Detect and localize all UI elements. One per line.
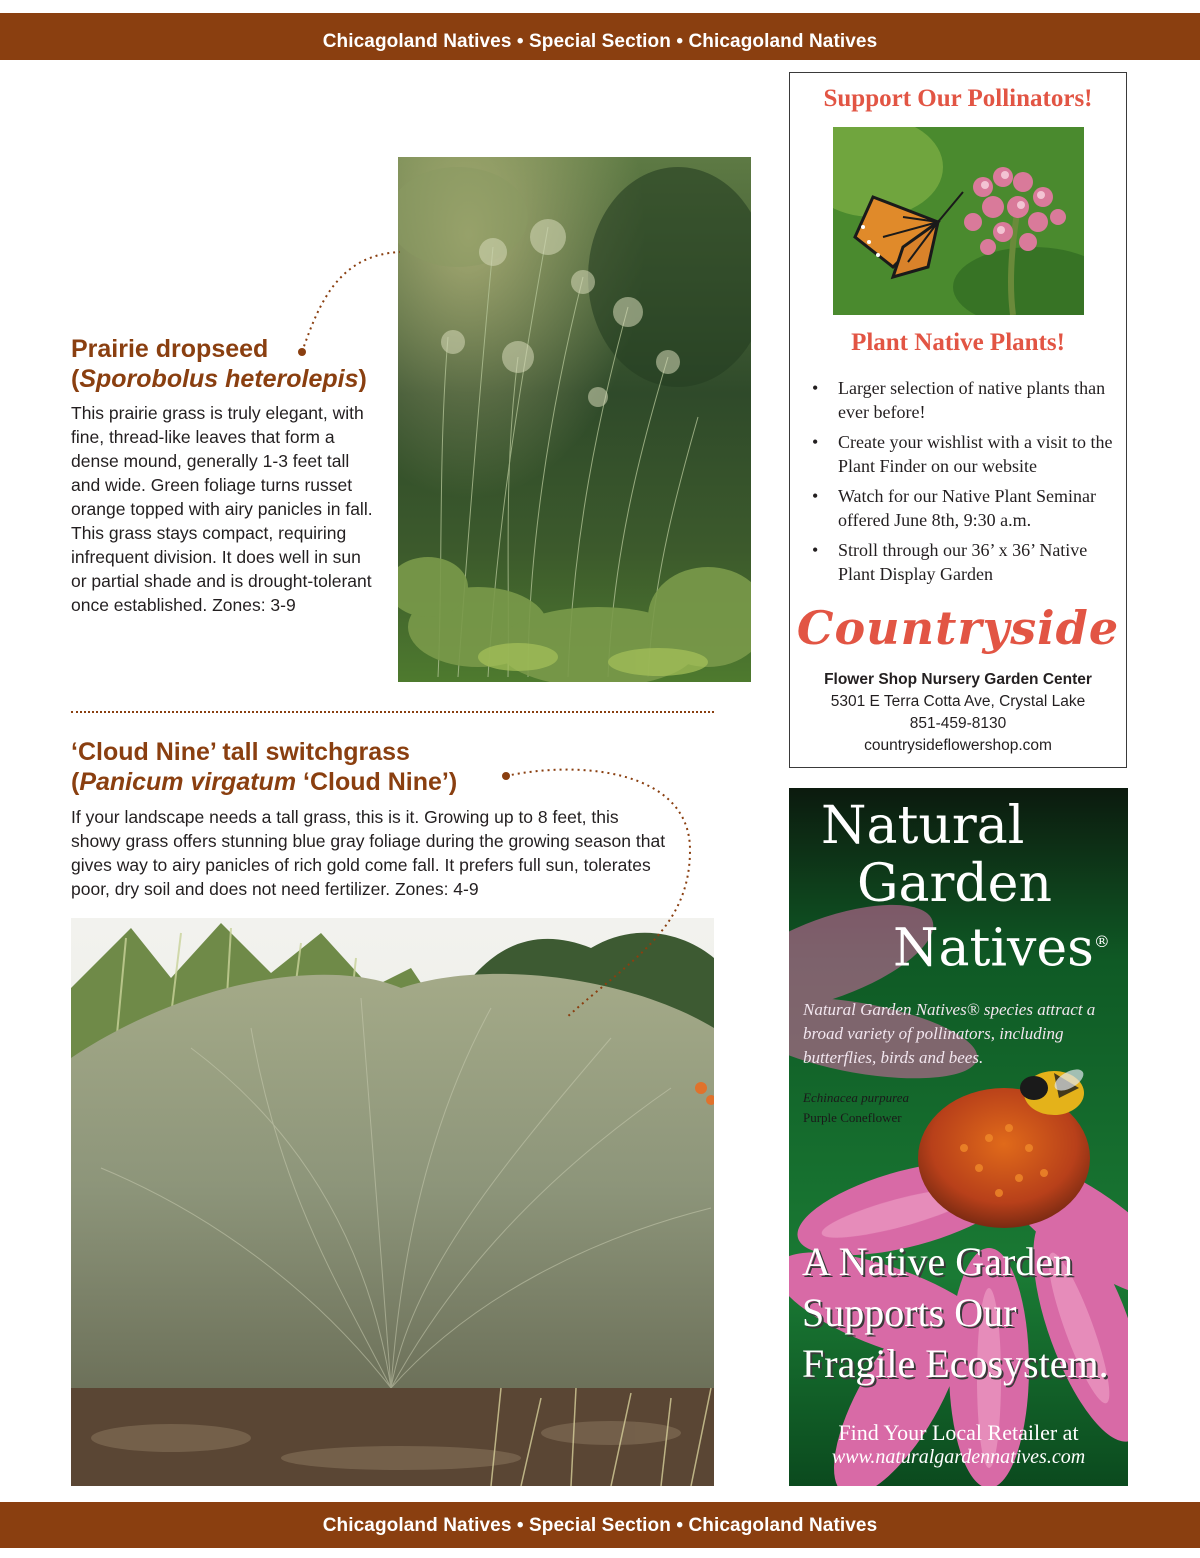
find-retailer-text: Find Your Local Retailer at: [838, 1420, 1079, 1445]
brand-title-line2: Garden: [857, 854, 1052, 914]
caption-common: Purple Coneflower: [803, 1110, 902, 1125]
ad-subtitle: Plant Native Plants!: [851, 329, 1065, 356]
switchgrass-photo: [71, 918, 714, 1486]
section-header-band: [0, 13, 1200, 60]
monarch-milkweed-photo: [833, 127, 1084, 315]
common-name: ‘Cloud Nine’ tall switchgrass: [71, 738, 410, 766]
countryside-ad[interactable]: [789, 72, 1127, 768]
article-body-prairie-dropseed: This prairie grass is truly elegant, with fine, thread-like leaves that form a dense mound, generally 1-3 feet tall and wide. Green foliage turns russet orange topped with airy panicles in fall. This grass stays compact, requiring infrequent division. It does well in sun or partial shade and is drought-tolerant once established. Zones: 3-9: [71, 403, 373, 615]
latin-name: Panicum virgatum: [79, 768, 297, 796]
section-header-text: Chicagoland Natives • Special Section • Chicagoland Natives: [322, 31, 878, 52]
business-type: Flower Shop Nursery Garden Center: [824, 671, 1092, 688]
cultivar-name: ‘Cloud Nine’: [303, 768, 449, 796]
brand-title-line3: Natives®: [893, 918, 1110, 979]
ad-slogan: A Native Garden Supports Our Fragile Ecosystem.: [802, 1239, 1109, 1386]
section-footer-text: Chicagoland Natives • Special Section • Chicagoland Natives: [322, 1515, 878, 1536]
section-divider: [71, 711, 714, 713]
article-heading-prairie-dropseed: Prairie dropseed (Sporobolus heterolepis): [71, 335, 367, 393]
list-item: • Watch for our Native Plant Seminar offered June 8th, 9:30 a.m.: [810, 484, 1115, 532]
article-heading-cloud-nine: ‘Cloud Nine’ tall switchgrass (Panicum virgatum ‘Cloud Nine’): [71, 738, 458, 796]
registered-mark: ®: [1093, 932, 1110, 951]
countryside-logo: Countryside: [796, 601, 1120, 655]
phone: 851-459-8130: [909, 715, 1007, 732]
section-footer-band: [0, 1502, 1200, 1548]
list-item: • Stroll through our 36’ x 36’ Native Plant Display Garden: [810, 538, 1115, 586]
brand-title-line1: Natural: [821, 796, 1025, 856]
natural-garden-natives-ad[interactable]: [789, 788, 1128, 1486]
list-item: • Create your wishlist with a visit to the Plant Finder on our website: [810, 430, 1115, 478]
common-name: Prairie dropseed: [71, 335, 269, 363]
website-link[interactable]: countrysideflowershop.com: [864, 737, 1052, 754]
prairie-dropseed-photo: [398, 157, 751, 682]
ad-description: Natural Garden Natives® species attract a broad variety of pollinators, including butterflies, birds and bees.: [803, 1000, 1096, 1067]
address: 5301 E Terra Cotta Ave, Crystal Lake: [830, 693, 1086, 710]
ad-title: Support Our Pollinators!: [823, 85, 1093, 112]
list-item: • Larger selection of native plants than ever before!: [810, 376, 1115, 424]
article-body-cloud-nine: If your landscape needs a tall grass, this is it. Growing up to 8 feet, this showy grass offers stunning blue gray foliage during the growing season that gives way to airy panicles of rich gold come fall. It prefers full sun, tolerates poor, dry soil and does not need fertilizer. Zones: 4-9: [71, 807, 666, 899]
caption-latin: Echinacea purpurea: [803, 1090, 910, 1105]
ad-bullet-list: [810, 376, 1115, 592]
natives-website-link[interactable]: www.naturalgardennatives.com: [831, 1446, 1086, 1468]
latin-name: Sporobolus heterolepis: [79, 365, 359, 393]
